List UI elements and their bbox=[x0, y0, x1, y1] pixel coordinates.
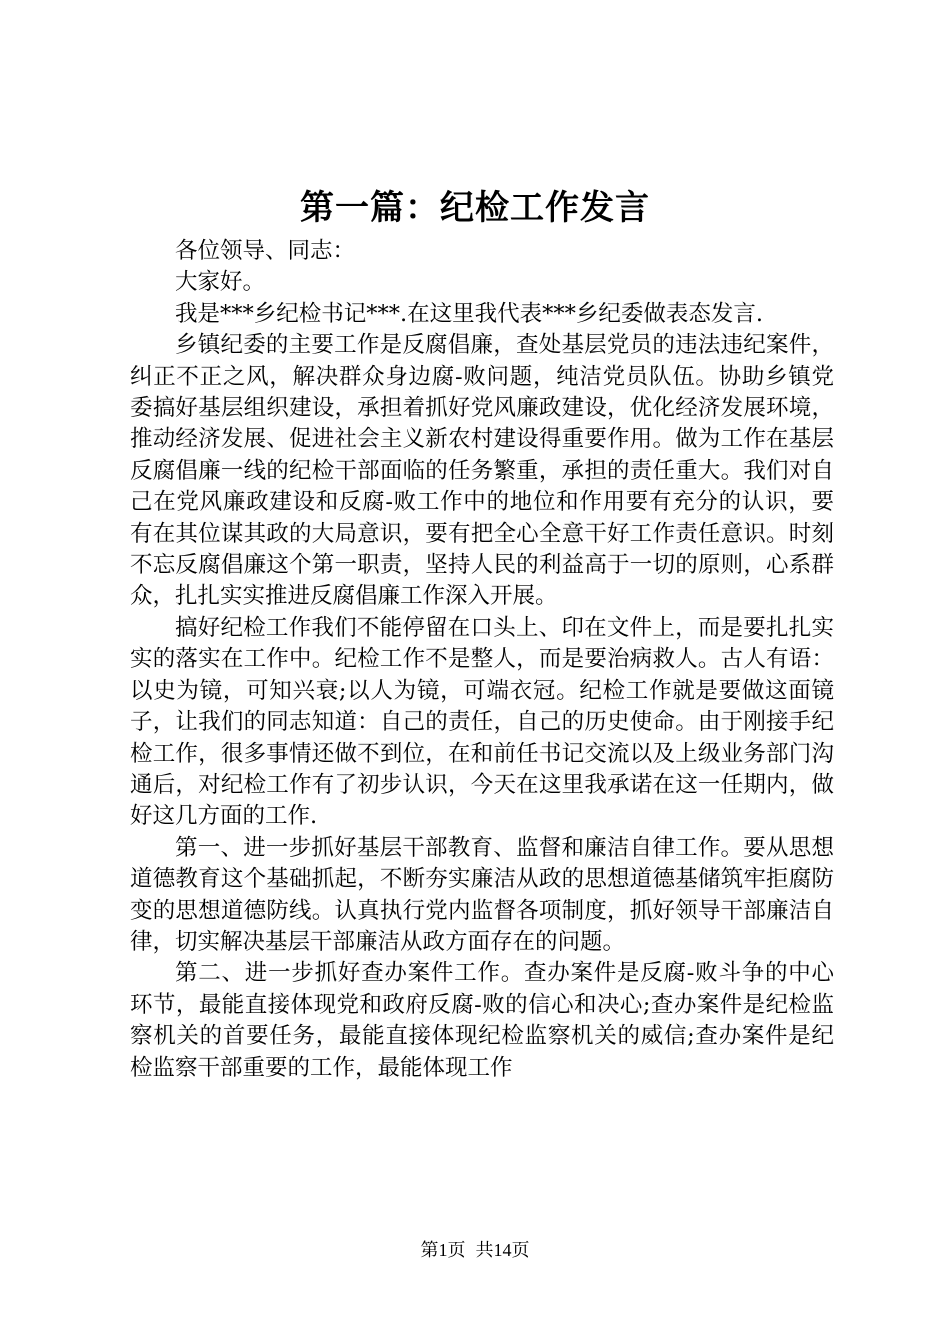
paragraph-salutation: 各位领导、同志： bbox=[175, 238, 356, 264]
paragraph-implementation: 搞好纪检工作我们不能停留在口头上、印在文件上，而是要扎扎实实的落实在工作中。纪检工作不是整人，而是要治病救人。古人有语：以史为镜，可知兴衰;以人为镜，可端衣冠。纪检工作就是要做这面镜子，让我们的同志知道：自己的责任，自己的历史使命。由于刚接手纪检工作，很多事情还做不到位，在和前任书记交流以及上级业务部门沟通后，对纪检工作有了初步认识，今天在这里我承诺在这一任期内，做好这几方面的工作. bbox=[130, 614, 834, 830]
paragraph-main-duties: 乡镇纪委的主要工作是反腐倡廉，查处基层党员的违法违纪案件，纠正不正之风，解决群众身边腐-败问题，纯洁党员队伍。协助乡镇党委搞好基层组织建设，承担着抓好党风廉政建设，优化经济发展环境，推动经济发展、促进社会主义新农村建设得重要作用。做为工作在基层反腐倡廉一线的纪检干部面临的任务繁重，承担的责任重大。我们对自己在党风廉政建设和反腐-败工作中的地位和作用要有充分的认识，要有在其位谋其政的大局意识，要有把全心全意干好工作责任意识。时刻不忘反腐倡廉这个第一职责，坚持人民的利益高于一切的原则，心系群众，扎扎实实推进反腐倡廉工作深入开展。 bbox=[130, 332, 834, 610]
document-title: 第一篇：纪检工作发言 bbox=[300, 188, 650, 228]
page-number: 第1页 bbox=[420, 1240, 466, 1260]
page-footer bbox=[0, 1238, 950, 1262]
paragraph-point-one: 第一、进一步抓好基层干部教育、监督和廉洁自律工作。要从思想道德教育这个基础抓起，不断夯实廉洁从政的思想道德基储筑牢拒腐防变的思想道德防线。认真执行党内监督各项制度，抓好领导干部廉洁自律，切实解决基层干部廉洁从政方面存在的问题。 bbox=[130, 834, 834, 955]
paragraph-point-two: 第二、进一步抓好查办案件工作。查办案件是反腐-败斗争的中心环节，最能直接体现党和政府反腐-败的信心和决心;查办案件是纪检监察机关的首要任务，最能直接体现纪检监察机关的威信;查办案件是纪检监察干部重要的工作，最能体现工作 bbox=[130, 960, 834, 1081]
page-total: 共14页 bbox=[475, 1240, 530, 1260]
document-body bbox=[130, 236, 834, 1084]
paragraph-greeting: 大家好。 bbox=[175, 269, 266, 296]
paragraph-intro: 我是***乡纪检书记***.在这里我代表***乡纪委做表态发言. bbox=[175, 300, 764, 327]
